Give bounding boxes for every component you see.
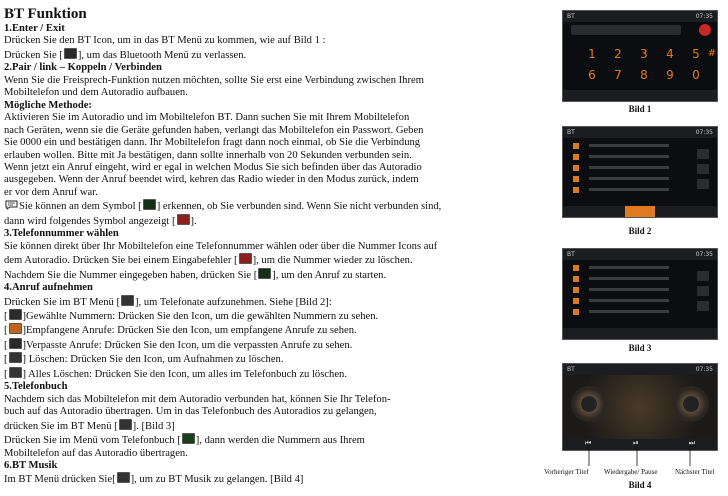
phonebook-icon	[119, 419, 132, 430]
paragraph: dann wird folgendes Symbol angezeigt [ ].	[4, 215, 197, 227]
key-hash: #	[707, 48, 717, 59]
paragraph: buch auf das Autoradio übertragen. Um in das Telefonbuch des Autoradios zu gelangen,	[4, 406, 377, 418]
call-log-icon	[121, 295, 134, 306]
connected-phone-icon	[143, 199, 156, 210]
section-heading-dial: 3.Telefonnummer wählen	[4, 228, 119, 240]
received-calls-icon	[9, 323, 22, 334]
paragraph: dem Autoradio. Drücken Sie bei einem Eingabefehler [ ], um die Nummer wieder zu löschen.	[4, 255, 413, 267]
paragraph: Sie 0000 ein und bestätigen dann. Ihr Mobiltelefon fragt dann noch einmal, ob Sie die Verbindung	[4, 137, 421, 149]
side-buttons	[697, 149, 709, 189]
back-icon	[64, 48, 77, 59]
list-item: [ ] Löschen: Drücken Sie den Icon, um Aufnahmen zu löschen.	[4, 354, 284, 366]
section-heading-enter-exit: 1.Enter / Exit	[4, 23, 65, 34]
chat-bubble-icon	[5, 200, 18, 210]
paragraph: er vor dem Anruf war.	[4, 186, 98, 198]
paragraph: Wenn Sie die Freisprech-Funktion nutzen möchten, sollte Sie erst eine Verbindung zwischen Ihrem	[4, 74, 424, 86]
caption-bild-2: Bild 2	[628, 226, 652, 236]
status-bar: BT 07:35	[563, 249, 717, 260]
status-bar: BT 07:35	[563, 364, 717, 375]
status-bar: BT 07:35	[563, 11, 717, 22]
key-5: 5	[692, 47, 700, 61]
call-entries	[589, 144, 669, 196]
label-prev-track: Vorheriger Titel	[544, 468, 589, 476]
speaker-left-icon	[571, 386, 607, 422]
screenshot-call-log	[562, 126, 718, 218]
paragraph: Im BT Menü drücken Sie[ ], um zu BT Musik zu gelangen. [Bild 4]	[4, 474, 304, 486]
paragraph: Nachdem Sie die Nummer eingegeben haben, drücken Sie [ ], um den Anruf zu starten.	[4, 269, 387, 281]
paragraph: Drücken Sie im Menü vom Telefonbuch [ ], dann werden die Nummern aus Ihrem	[4, 435, 365, 447]
paragraph: Aktivieren Sie im Autoradio und im Mobiltelefon BT. Dann suchen Sie mit Ihrem Mobiltelefon	[4, 112, 410, 124]
active-tab	[625, 206, 655, 217]
screenshot-music	[562, 363, 718, 451]
callout-lines	[560, 440, 720, 470]
contact-icons	[573, 265, 579, 319]
section-heading-phonebook: 5.Telefonbuch	[4, 381, 68, 393]
list-item: [ ]Empfangene Anrufe: Drücken Sie den Icon, um empfangene Anrufe zu sehen.	[4, 325, 357, 337]
section-heading-music: 6.BT Musik	[4, 459, 58, 471]
delete-icon	[9, 352, 22, 363]
delete-all-icon	[9, 367, 22, 378]
paragraph: Wenn jetzt ein Anruf eingeht, wird er egal in welchen Modus Sie sich befinden über das Autoradio	[4, 161, 422, 173]
missed-calls-icon	[9, 338, 22, 349]
paragraph: Nachdem sich das Mobiltelefon mit dem Autoradio verbunden hat, können Sie Ihr Telefon-	[4, 393, 391, 405]
page-title: BT Funktion	[4, 6, 87, 22]
side-buttons	[697, 271, 709, 311]
paragraph: Drücken Sie im BT Menü [ ], um Telefonate aufzunehmen. Siehe [Bild 2]:	[4, 296, 332, 308]
music-icon	[117, 472, 130, 483]
caption-bild-4: Bild 4	[628, 480, 652, 490]
dialed-numbers-icon	[9, 309, 22, 320]
play-pause-icon: ⏯	[633, 439, 639, 447]
key-8: 8	[640, 68, 648, 82]
paragraph: Sie können direkt über Ihr Mobiltelefon eine Telefonnummer wählen oder über die Nummer Icons auf	[4, 240, 438, 252]
paragraph: nach Geräten, wenn sie die Geräte gefunden haben, verlangt das Mobiltelefon ein Passwort. Geben	[4, 124, 424, 136]
list-item: [ ]Verpasste Anrufe: Drücken Sie den Icon, um die verpassten Anrufe zu sehen.	[4, 339, 353, 351]
list-item: [ ]Gewählte Nummern: Drücken Sie den Icon, um die gewählten Nummern zu sehen.	[4, 310, 379, 322]
backspace-icon	[239, 253, 252, 264]
paragraph: Drücken Sie den BT Icon, um in das BT Menü zu kommen, wie auf Bild 1 :	[4, 35, 326, 47]
screenshot-phonebook	[562, 248, 718, 340]
section-heading-pair: 2.Pair / link – Koppeln / Verbinden	[4, 62, 162, 74]
label-play-pause: Wiedergabe/ Pause	[604, 468, 658, 476]
next-track-icon: ⏭	[688, 439, 695, 447]
bottom-bar	[563, 90, 717, 101]
list-item: [ ] Alles Löschen: Drücken Sie den Icon, um alles im Telefonbuch zu löschen.	[4, 368, 347, 380]
status-bar: BT 07:35	[563, 127, 717, 138]
key-2: 2	[614, 47, 622, 61]
section-heading-call-log: 4.Anruf aufnehmen	[4, 282, 93, 294]
paragraph: ausgegeben. Wenn der Anruf beendet wird, kehren das Radio wieder in den Modus zurück, indem	[4, 174, 419, 186]
caption-bild-3: Bild 3	[628, 343, 652, 353]
key-0: 0	[692, 68, 700, 82]
key-7: 7	[614, 68, 622, 82]
close-icon	[699, 24, 711, 36]
prev-track-icon: ⏮	[585, 439, 592, 447]
paragraph: erlauben wollen. Bitte mit Ja bestätigen, dann sollte innerhalb von 20 Sekunden verbunden sein.	[4, 149, 412, 161]
speaker-right-icon	[673, 386, 709, 422]
sync-icon	[182, 433, 195, 444]
key-1: 1	[588, 47, 596, 61]
paragraph: drücken Sie im BT Menü [ ]. [Bild 3]	[4, 420, 175, 432]
caption-bild-1: Bild 1	[628, 104, 652, 114]
paragraph: Sie können an dem Symbol [ ] erkennen, ob Sie verbunden sind. Wenn Sie nicht verbunden sind,	[4, 199, 556, 213]
bottom-bar	[563, 328, 717, 339]
paragraph: Mobiltelefon und dem Autoradio aufbauen.	[4, 87, 188, 99]
dial-icon	[258, 268, 271, 279]
paragraph: Drücken Sie [ ], um das Bluetooth Menü zu verlassen.	[4, 49, 247, 61]
key-9: 9	[666, 68, 674, 82]
manual-text	[4, 6, 556, 487]
disconnected-phone-icon	[177, 214, 190, 225]
screenshot-dialpad	[562, 10, 718, 102]
key-3: 3	[640, 47, 648, 61]
call-entries-icons	[573, 143, 579, 197]
paragraph: Mobiltelefon auf das Autoradio übertragen.	[4, 447, 188, 459]
key-6: 6	[588, 68, 596, 82]
key-4: 4	[666, 47, 674, 61]
number-display	[571, 25, 681, 35]
contact-entries	[589, 266, 669, 318]
subheading-method: Mögliche Methode:	[4, 99, 92, 111]
label-next-track: Nächster Titel	[675, 468, 715, 476]
